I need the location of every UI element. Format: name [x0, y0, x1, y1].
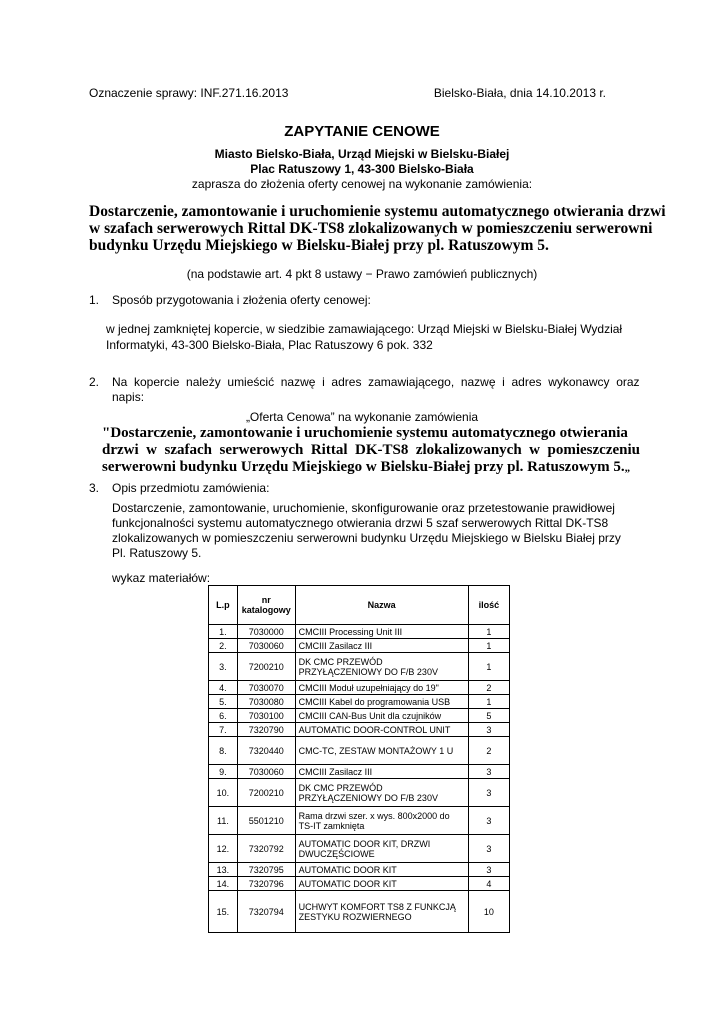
row-catalog-number: 7200210: [237, 653, 295, 681]
table-row: [209, 653, 510, 681]
row-lp: 15.: [209, 891, 238, 933]
table-row: [209, 709, 510, 723]
row-lp: 6.: [209, 709, 238, 723]
section-1-body-line-2: Informatyki, 43-300 Bielsko-Biała, Plac Ratuszowy 6 pok. 332: [106, 338, 433, 352]
row-name: CMCIII Kabel do programowania USB: [295, 695, 468, 709]
row-catalog-number: 7320794: [237, 891, 295, 933]
row-catalog-number: 7030100: [237, 709, 295, 723]
row-name: UCHWYT KOMFORT TS8 Z FUNKCJĄ ZESTYKU ROZWIERNEGO: [295, 891, 468, 933]
row-catalog-number: 7030060: [237, 639, 295, 653]
row-name: Rama drzwi szer. x wys. 800x2000 do TS-IT zamknięta: [295, 807, 468, 835]
row-quantity: 1: [468, 625, 509, 639]
row-lp: 12.: [209, 835, 238, 863]
row-quantity: 4: [468, 877, 509, 891]
section-1-number: 1.: [89, 293, 100, 307]
offer-label: „Oferta Cenowa” na wykonanie zamówienia: [245, 410, 479, 424]
row-name: AUTOMATIC DOOR KIT: [295, 877, 468, 891]
section-1-title: Sposób przygotowania i złożenia oferty cenowej:: [112, 293, 371, 307]
section-3-number: 3.: [89, 481, 100, 495]
header-catalog-number: nr katalogowy: [237, 586, 295, 625]
section-2-line-2: napis:: [112, 390, 145, 404]
table-row: [209, 835, 510, 863]
table-row: [209, 877, 510, 891]
quoted-subject-line-2: drzwi w szafach serwerowych Rittal DK-TS8 zlokalizowanych w pomieszczeniu: [102, 442, 640, 458]
row-lp: 4.: [209, 681, 238, 695]
row-lp: 7.: [209, 723, 238, 737]
section-3-title: Opis przedmiotu zamówienia:: [112, 481, 270, 495]
section-2-number: 2.: [89, 375, 100, 389]
row-quantity: 3: [468, 807, 509, 835]
row-quantity: 1: [468, 639, 509, 653]
quoted-subject-line-3: [102, 459, 630, 477]
table-header-row: [209, 586, 510, 625]
subject-line-1: Dostarczenie, zamontowanie i uruchomienie systemu automatycznego otwierania drzwi: [89, 203, 666, 220]
row-catalog-number: 7200210: [237, 779, 295, 807]
section-3-body-line-2: funkcjonalności systemu automatycznego otwierania drzwi 5 szaf serwerowych Rittal DK-TS8: [112, 516, 609, 530]
row-quantity: 2: [468, 737, 509, 765]
section-2-line-1: Na kopercie należy umieścić nazwę i adres zamawiającego, nazwę i adres wykonawcy oraz: [112, 375, 640, 389]
row-name: CMCIII CAN-Bus Unit dla czujników: [295, 709, 468, 723]
row-catalog-number: 7320796: [237, 877, 295, 891]
row-quantity: 3: [468, 863, 509, 877]
table-row: [209, 639, 510, 653]
row-lp: 13.: [209, 863, 238, 877]
row-name: CMCIII Zasilacz III: [295, 639, 468, 653]
header-lp: L.p: [209, 586, 238, 625]
row-quantity: 10: [468, 891, 509, 933]
materials-label: wykaz materiałów:: [112, 571, 211, 585]
table-row: [209, 779, 510, 807]
table-row: [209, 723, 510, 737]
legal-basis: (na podstawie art. 4 pkt 8 ustawy − Prawo zamówień publicznych): [186, 267, 538, 281]
row-quantity: 3: [468, 723, 509, 737]
row-name: CMCIII Processing Unit III: [295, 625, 468, 639]
row-catalog-number: 7030080: [237, 695, 295, 709]
row-catalog-number: 7320790: [237, 723, 295, 737]
subject-line-2: w szafach serwerowych Rittal DK-TS8 zlokalizowanych w pomieszczeniu serwerowni: [89, 220, 653, 237]
row-name: AUTOMATIC DOOR-CONTROL UNIT: [295, 723, 468, 737]
quoted-subject-line-1: "Dostarczenie, zamontowanie i uruchomienie systemu automatycznego otwierania: [102, 425, 628, 441]
row-catalog-number: 7320795: [237, 863, 295, 877]
case-reference: Oznaczenie sprawy: INF.271.16.2013: [89, 86, 289, 100]
table-row: [209, 891, 510, 933]
row-lp: 1.: [209, 625, 238, 639]
closing-quote: „: [624, 462, 631, 474]
row-lp: 14.: [209, 877, 238, 891]
row-catalog-number: 7030070: [237, 681, 295, 695]
table-row: [209, 737, 510, 765]
materials-table: [208, 585, 510, 933]
place-date: Bielsko-Biała, dnia 14.10.2013 r.: [433, 86, 606, 100]
row-catalog-number: 7030000: [237, 625, 295, 639]
header-name: Nazwa: [295, 586, 468, 625]
row-name: DK CMC PRZEWÓD PRZYŁĄCZENIOWY DO F/B 230V: [295, 653, 468, 681]
row-quantity: 3: [468, 765, 509, 779]
row-catalog-number: 7030060: [237, 765, 295, 779]
row-catalog-number: 7320440: [237, 737, 295, 765]
row-lp: 5.: [209, 695, 238, 709]
issuer-name: Miasto Bielsko-Biała, Urząd Miejski w Bielsku-Białej: [214, 147, 510, 161]
table-row: [209, 863, 510, 877]
invitation-text: zaprasza do złożenia oferty cenowej na wykonanie zamówienia:: [191, 177, 533, 191]
row-quantity: 1: [468, 695, 509, 709]
row-quantity: 1: [468, 653, 509, 681]
table-row: [209, 765, 510, 779]
row-lp: 11.: [209, 807, 238, 835]
issuer-address: Plac Ratuszowy 1, 43-300 Bielsko-Biała: [250, 162, 474, 176]
row-quantity: 5: [468, 709, 509, 723]
row-lp: 3.: [209, 653, 238, 681]
row-name: CMCIII Zasilacz III: [295, 765, 468, 779]
document-title: ZAPYTANIE CENOWE: [284, 123, 440, 140]
section-1-body-line-1: w jednej zamkniętej kopercie, w siedzibie zamawiającego: Urząd Miejski w Bielsku-Białej Wydział: [106, 322, 623, 336]
header-quantity: ilość: [468, 586, 509, 625]
row-name: AUTOMATIC DOOR KIT: [295, 863, 468, 877]
subject-line-3: budynku Urzędu Miejskiego w Bielsku-Białej przy pl. Ratuszowym 5.: [89, 237, 549, 254]
row-quantity: 2: [468, 681, 509, 695]
row-name: DK CMC PRZEWÓD PRZYŁĄCZENIOWY DO F/B 230V: [295, 779, 468, 807]
section-3-body-line-4: Pl. Ratuszowy 5.: [112, 546, 202, 560]
row-catalog-number: 5501210: [237, 807, 295, 835]
table-body: [209, 625, 510, 933]
row-name: CMCIII Moduł uzupełniający do 19": [295, 681, 468, 695]
row-lp: 2.: [209, 639, 238, 653]
section-3-body-line-3: zlokalizowanych w pomieszczeniu serwerowni budynku Urzędu Miejskiego w Bielsku Białej przy: [112, 531, 621, 545]
row-quantity: 3: [468, 779, 509, 807]
row-lp: 9.: [209, 765, 238, 779]
quoted-subject-line-3-text: serwerowni budynku Urzędu Miejskiego w Bielsku-Białej przy pl. Ratuszowym 5.: [102, 459, 625, 475]
table-row: [209, 807, 510, 835]
row-lp: 8.: [209, 737, 238, 765]
table-row: [209, 681, 510, 695]
row-quantity: 3: [468, 835, 509, 863]
row-catalog-number: 7320792: [237, 835, 295, 863]
row-name: AUTOMATIC DOOR KIT, DRZWI DWUCZĘŚCIOWE: [295, 835, 468, 863]
table-row: [209, 625, 510, 639]
row-lp: 10.: [209, 779, 238, 807]
row-name: CMC-TC, ZESTAW MONTAŻOWY 1 U: [295, 737, 468, 765]
table-row: [209, 695, 510, 709]
section-3-body-line-1: Dostarczenie, zamontowanie, uruchomienie, skonfigurowanie oraz przetestowanie prawidłowej: [112, 501, 615, 515]
